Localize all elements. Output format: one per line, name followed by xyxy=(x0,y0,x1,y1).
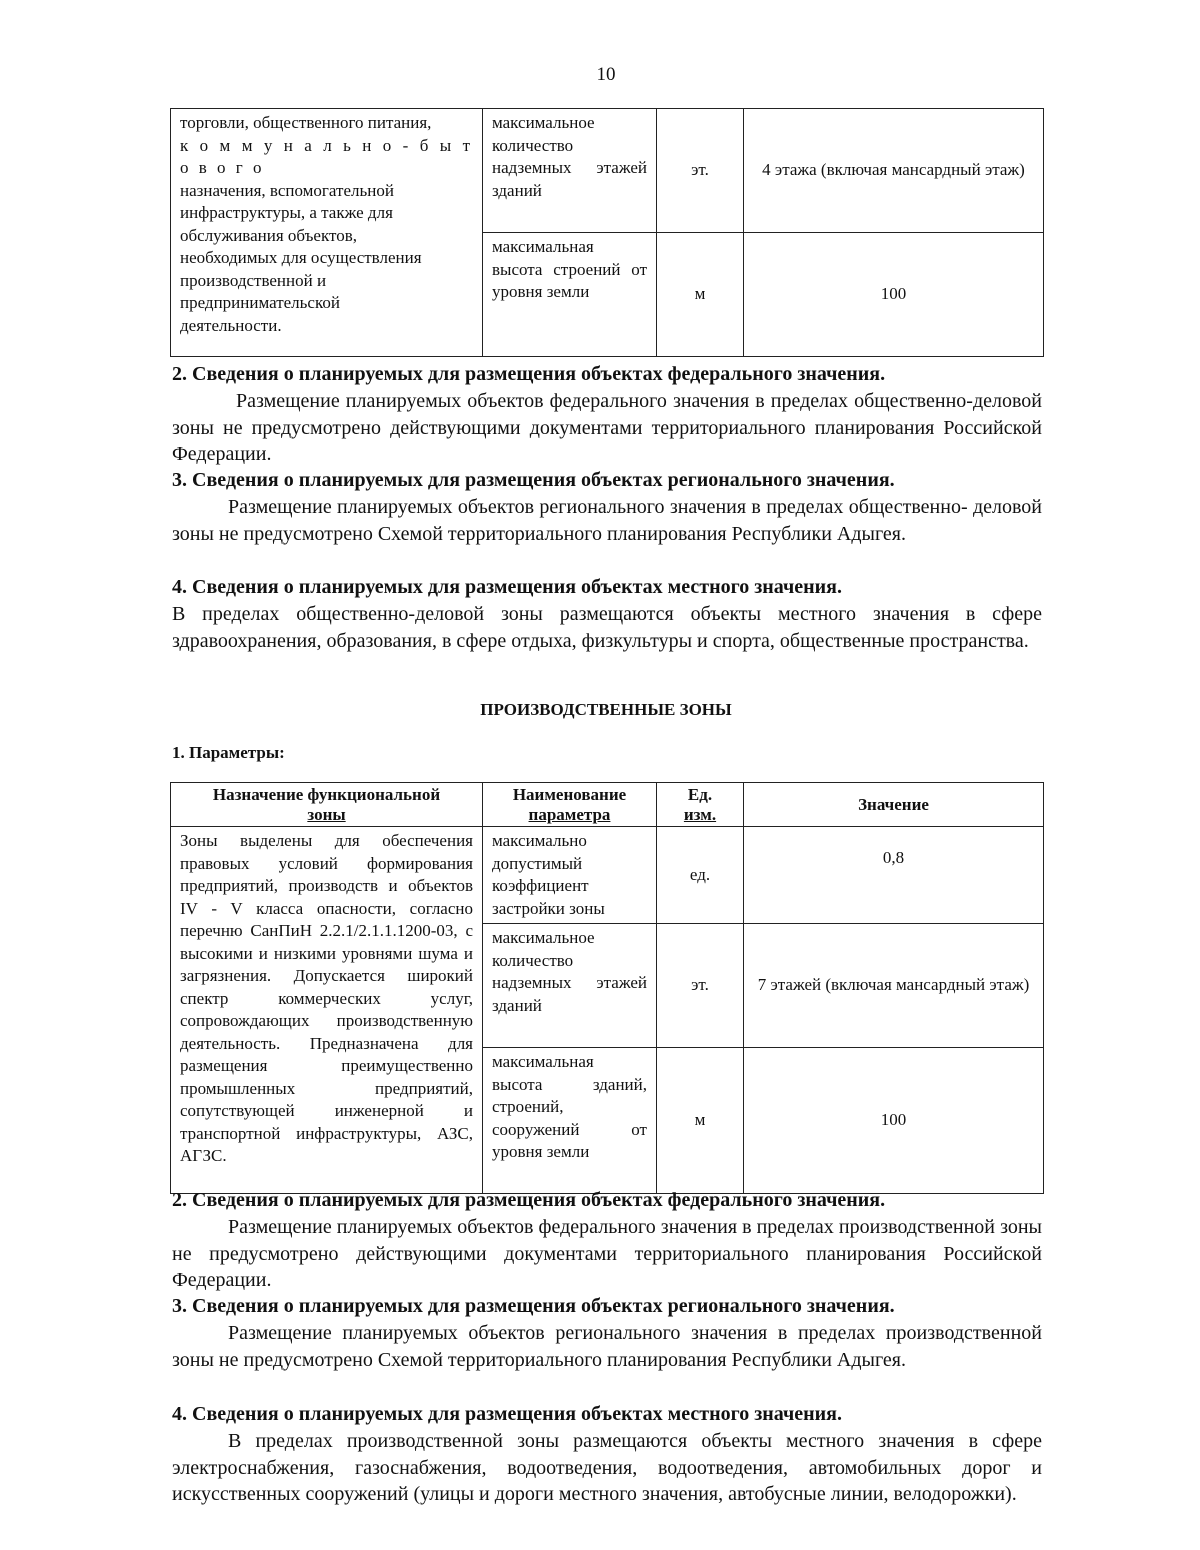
unit-cell: ед. xyxy=(657,827,744,924)
header-zone-purpose: Назначение функциональной зоны xyxy=(171,783,483,827)
parameters-label: 1. Параметры: xyxy=(172,743,285,762)
zone-purpose-line: предпринимательской xyxy=(180,293,340,312)
section-heading-regional: 3. Сведения о планируемых для размещения объектах регионального значения. xyxy=(172,469,895,491)
zone-purpose-line: торговли, общественного питания, xyxy=(180,113,432,132)
public-zone-parameters-table xyxy=(170,108,1044,357)
production-text-regional: Размещение планируемых объектов регионального значения в пределах производственной зоны не предусмотрено Схемой территориального планирования Республики Адыгея. xyxy=(172,1322,1042,1371)
unit-cell: м xyxy=(657,1048,744,1194)
header-parameter-name: Наименование параметра xyxy=(483,783,657,827)
parameter-name: максимальная высота строений от уровня земли xyxy=(483,233,657,357)
header-unit: Ед. изм. xyxy=(657,783,744,827)
section-heading-federal: 2. Сведения о планируемых для размещения объектах федерального значения. xyxy=(172,363,886,385)
table-row xyxy=(171,827,1044,924)
zone-purpose-line: необходимых для осуществления xyxy=(180,248,422,267)
zone-purpose-line: инфраструктуры, а также для xyxy=(180,203,393,222)
production-heading-federal: 2. Сведения о планируемых для размещения объектах федерального значения. xyxy=(172,1189,886,1211)
value-cell: 4 этажа (включая мансардный этаж) xyxy=(744,109,1044,233)
table-header-row xyxy=(171,783,1044,827)
zone-purpose-line: назначения, вспомогательной xyxy=(180,180,394,200)
header-value: Значение xyxy=(744,783,1044,827)
value-cell: 7 этажей (включая мансардный этаж) xyxy=(744,924,1044,1048)
parameter-name: максимальное количество надземных этажей зданий xyxy=(483,924,657,1048)
section-heading-local: 4. Сведения о планируемых для размещения объектах местного значения. xyxy=(172,576,842,598)
zone-purpose-cell: Зоны выделены для обеспечения правовых условий формирования предприятий, производств и объектов IV - V класса опасности, согласно перечню СанПиН 2.2.1/2.1.1.1200-03, с высокими и низкими уровнями шума и загрязнения. Допускается широкий спектр коммерческих услуг, сопровождающих производственную деятельность. Предназначена для размещения преимущественно промышленных предприятий, сопутствующей инженерной и транспортной инфраструктуры, АЗС, АГЗС. xyxy=(171,827,483,1194)
page-number: 10 xyxy=(596,64,616,85)
table-row xyxy=(171,109,1044,233)
zone-purpose-line: к о м м у н а л ь н о - б ы т о в о г о xyxy=(180,135,473,177)
production-zone-parameters-table xyxy=(170,782,1044,1194)
production-zones-title: ПРОИЗВОДСТВЕННЫЕ ЗОНЫ xyxy=(480,700,732,719)
zone-purpose-cell xyxy=(171,109,483,357)
production-heading-regional: 3. Сведения о планируемых для размещения объектах регионального значения. xyxy=(172,1295,895,1317)
unit-cell: м xyxy=(657,233,744,357)
value-cell: 0,8 xyxy=(744,827,1044,924)
parameter-name: максимальное количество надземных этажей зданий xyxy=(483,109,657,233)
production-heading-local: 4. Сведения о планируемых для размещения объектах местного значения. xyxy=(172,1403,842,1425)
production-text-local: В пределах производственной зоны размещаются объекты местного значения в сфере электроснабжения, газоснабжения, водоотведения, водоотведения, автомобильных дорог и искусственных сооружений (улицы и дороги местного значения, автобусные линии, велодорожки). xyxy=(172,1430,1042,1505)
zone-purpose-line: производственной и xyxy=(180,270,327,290)
unit-cell: эт. xyxy=(657,924,744,1048)
production-text-federal: Размещение планируемых объектов федерального значения в пределах производственной зоны не предусмотрено действующими документами территориального планирования Российской Федерации. xyxy=(172,1216,1042,1291)
section-text-federal: Размещение планируемых объектов федерального значения в пределах общественно-деловой зоны не предусмотрено действующими документами территориального планирования Российской Федерации. xyxy=(172,390,1042,465)
parameter-name: максимально допустимый коэффициент застройки зоны xyxy=(483,827,657,924)
section-text-regional: Размещение планируемых объектов регионального значения в пределах общественно- деловой зоны не предусмотрено Схемой территориального планирования Республики Адыгея. xyxy=(172,496,1042,545)
value-cell: 100 xyxy=(744,233,1044,357)
parameter-name: максимальная высота зданий, строений, сооружений от уровня земли xyxy=(483,1048,657,1194)
zone-purpose-line: обслуживания объектов, xyxy=(180,225,357,245)
section-text-local: В пределах общественно-деловой зоны размещаются объекты местного значения в сфере здравоохранения, образования, в сфере отдыха, физкультуры и спорта, общественные пространства. xyxy=(172,603,1042,652)
zone-purpose-line: деятельности. xyxy=(180,315,282,335)
unit-cell: эт. xyxy=(657,109,744,233)
value-cell: 100 xyxy=(744,1048,1044,1194)
